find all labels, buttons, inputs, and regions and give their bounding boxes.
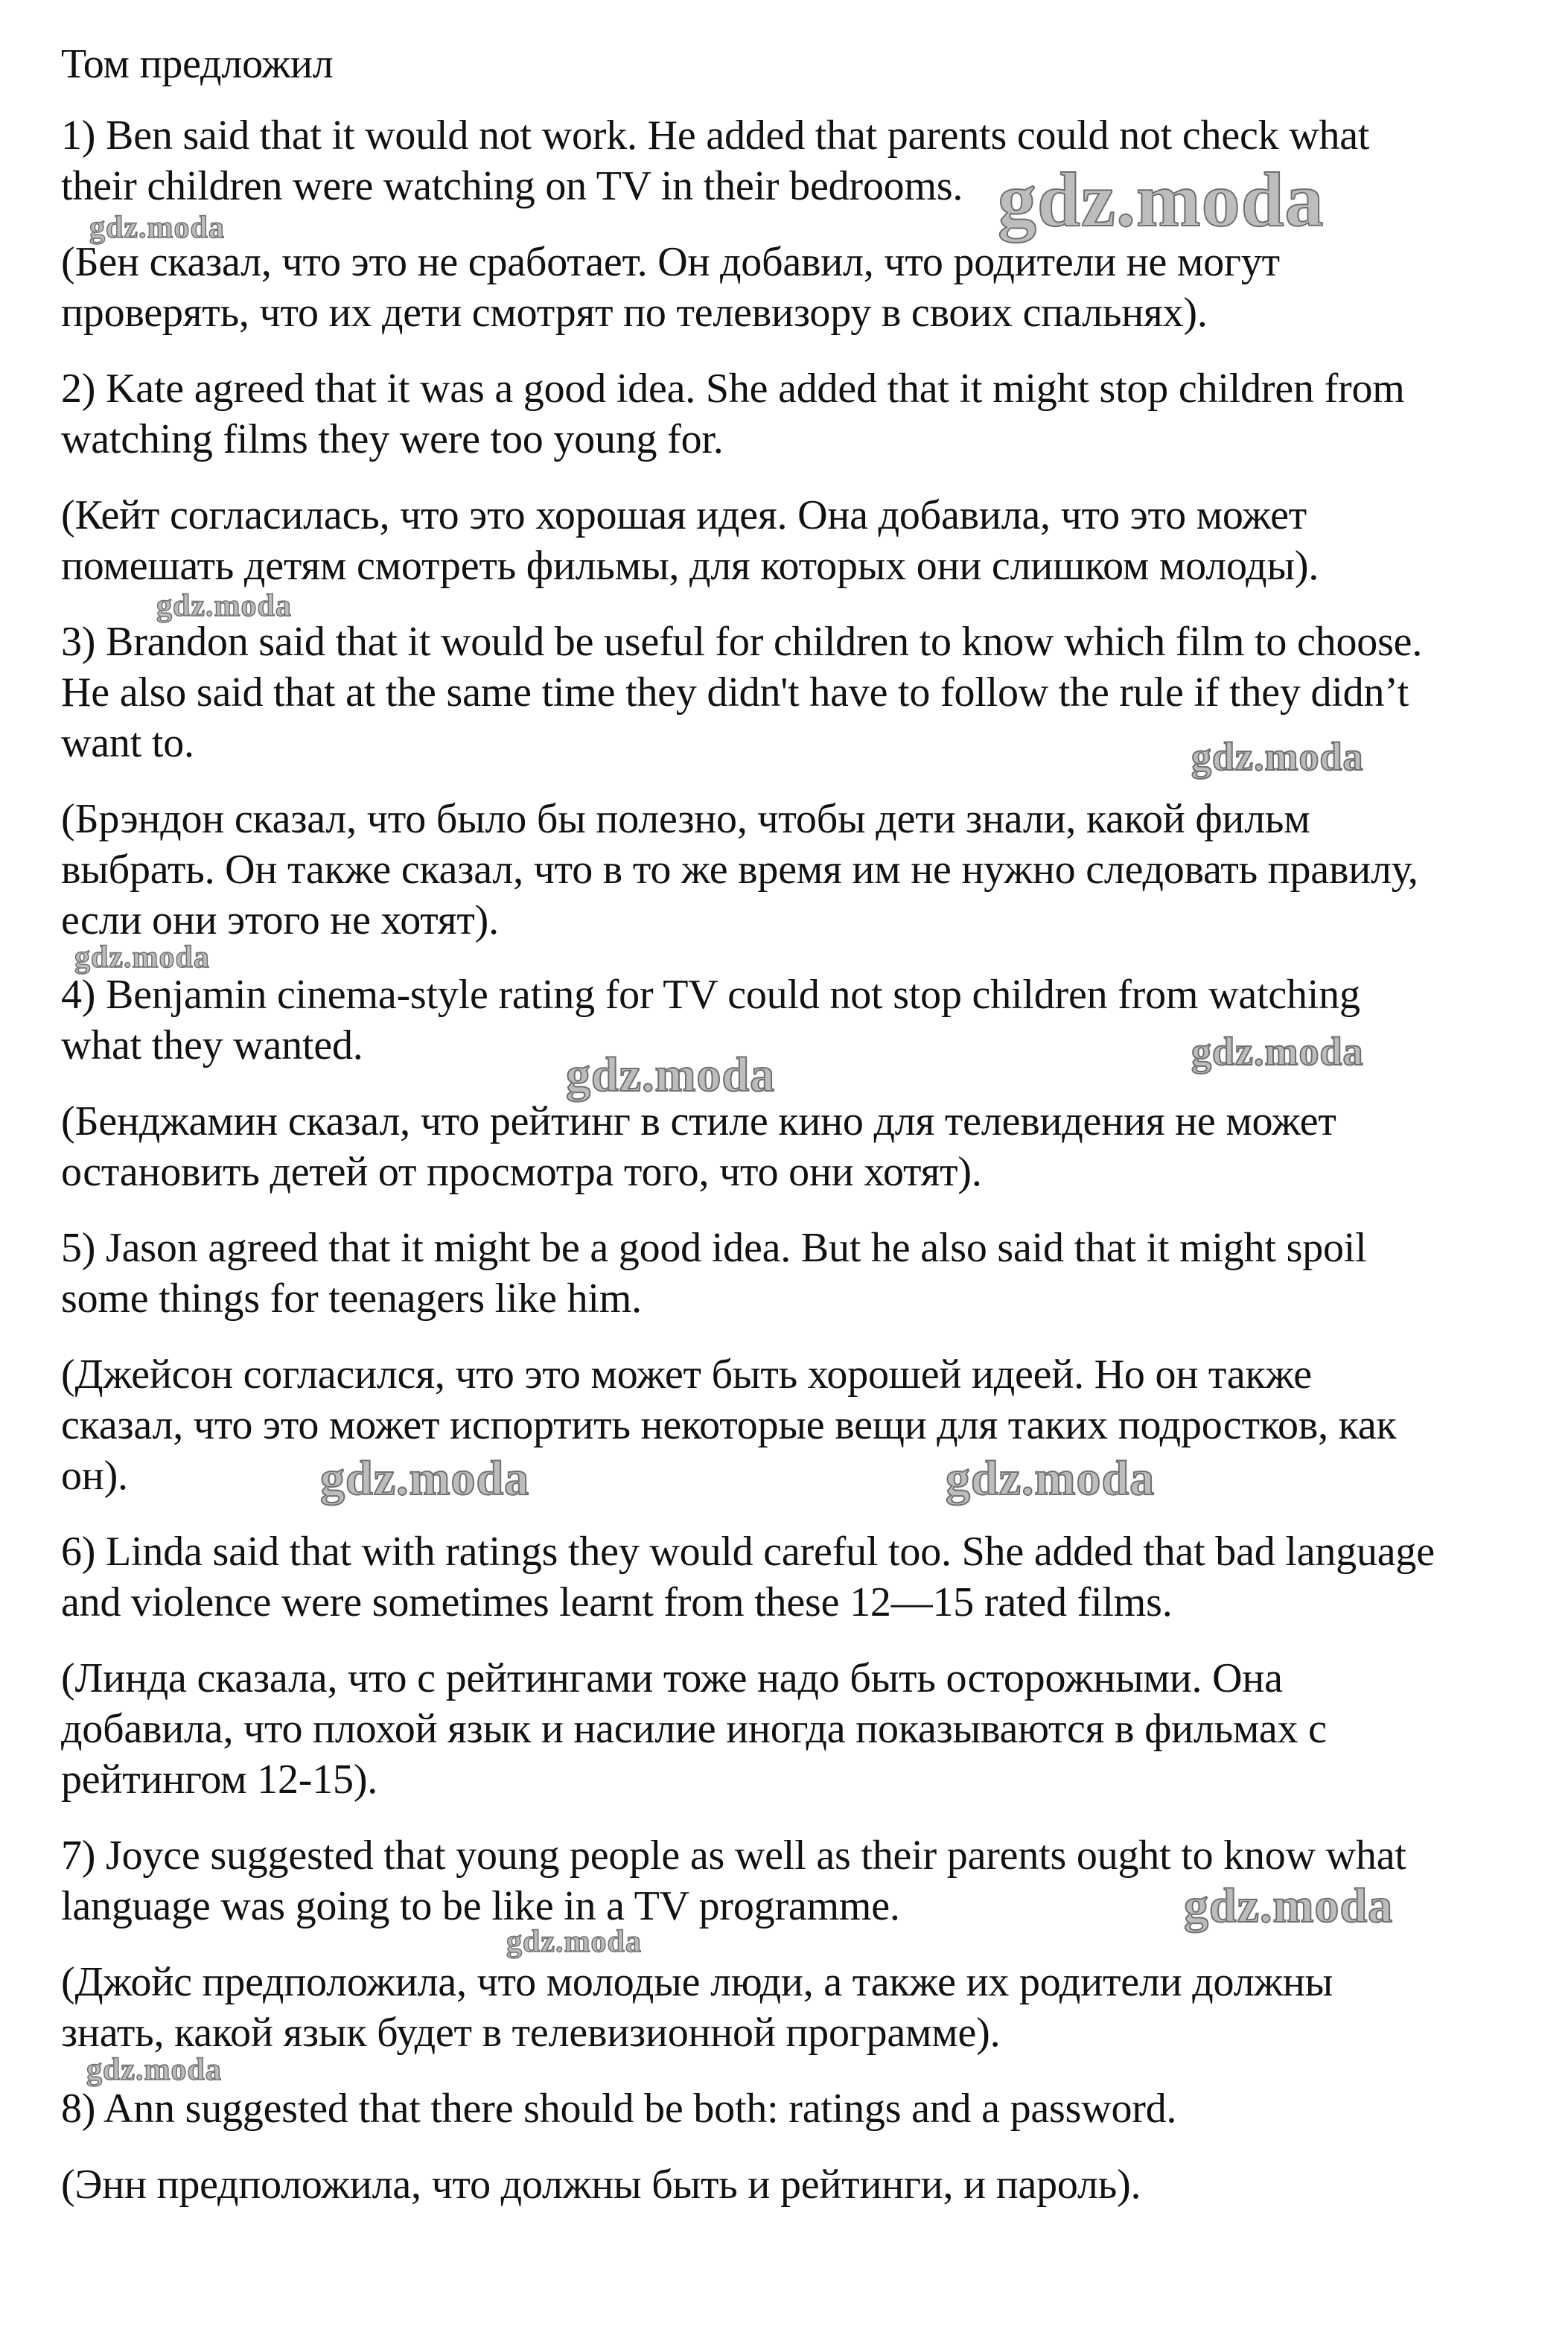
text-line: (Бен сказал, что это не сработает. Он добавил, что родители не могут: [61, 239, 1280, 285]
text-line: 7) Joyce suggested that young people as well as their parents ought to know what: [61, 1832, 1406, 1879]
text-line: 1) Ben said that it would not work. He added that parents could not check what: [61, 112, 1370, 159]
text-line: он).: [61, 1453, 128, 1499]
text-line: some things for teenagers like him.: [61, 1275, 642, 1322]
watermark: gdz.moda: [89, 211, 225, 245]
text-line: (Бенджамин сказал, что рейтинг в стиле кино для телевидения не может: [61, 1098, 1336, 1144]
text-line: выбрать. Он также сказал, что в то же время им не нужно следовать правилу,: [61, 847, 1418, 893]
watermark: gdz.moda: [946, 1451, 1156, 1506]
text-line: (Линда сказала, что с рейтингами тоже надо быть осторожными. Она: [61, 1655, 1283, 1701]
text-line: если они этого не хотят).: [61, 897, 499, 943]
text-line: 5) Jason agreed that it might be a good idea. But he also said that it might spoil: [61, 1225, 1367, 1271]
text-line: (Брэндон сказал, что было бы полезно, чтобы дети знали, какой фильм: [61, 796, 1310, 842]
text-line: 6) Linda said that with ratings they would careful too. She added that bad language: [61, 1529, 1435, 1575]
watermark: gdz.moda: [320, 1451, 530, 1506]
text-line: (Джойс предположила, что молодые люди, а также их родители должны: [61, 1959, 1333, 2005]
watermark: gdz.moda: [1191, 1029, 1364, 1074]
text-line: language was going to be like in a TV programme.: [61, 1883, 900, 1929]
page-heading: Том предложил: [61, 41, 334, 87]
watermark: gdz.moda: [1191, 734, 1364, 779]
text-line: помешать детям смотреть фильмы, для которых они слишком молоды).: [61, 543, 1319, 589]
text-line: (Кейт согласилась, что это хорошая идея. Она добавила, что это может: [61, 492, 1307, 538]
text-line: their children were watching on TV in their bedrooms.: [61, 163, 963, 209]
watermark: gdz.moda: [506, 1925, 642, 1959]
text-line: want to.: [61, 720, 194, 766]
text-line: 2) Kate agreed that it was a good idea. She added that it might stop children from: [61, 366, 1405, 412]
text-line: остановить детей от просмотра того, что они хотят).: [61, 1149, 982, 1195]
text-line: знать, какой язык будет в телевизионной программе).: [61, 2010, 1001, 2056]
text-line: and violence were sometimes learnt from these 12—15 rated films.: [61, 1579, 1173, 1625]
watermark: gdz.moda: [998, 157, 1325, 243]
watermark: gdz.moda: [566, 1048, 776, 1102]
text-line: 3) Brandon said that it would be useful for children to know which film to choose.: [61, 619, 1423, 665]
watermark: gdz.moda: [74, 940, 210, 975]
text-line: проверять, что их дети смотрят по телевизору в своих спальнях).: [61, 290, 1208, 336]
text-line: what they wanted.: [61, 1022, 363, 1068]
text-line: (Джейсон согласился, что это может быть хорошей идеей. Но он также: [61, 1351, 1312, 1398]
text-line: (Энн предположила, что должны быть и рейтинги, и пароль).: [61, 2162, 1141, 2208]
text-line: добавила, что плохой язык и насилие иногда показываются в фильмах с: [61, 1706, 1327, 1752]
text-line: He also said that at the same time they didn't have to follow the rule if they didn’t: [61, 669, 1409, 716]
text-line: 4) Benjamin cinema-style rating for TV could not stop children from watching: [61, 972, 1360, 1018]
text-line: сказал, что это может испортить некоторые вещи для таких подростков, как: [61, 1402, 1397, 1448]
text-line: рейтингом 12-15).: [61, 1756, 378, 1803]
text-line: 8) Ann suggested that there should be both: ratings and a password.: [61, 2086, 1177, 2132]
text-line: watching films they were too young for.: [61, 416, 724, 462]
watermark: gdz.moda: [1184, 1879, 1394, 1933]
watermark: gdz.moda: [86, 2053, 222, 2087]
watermark: gdz.moda: [156, 589, 292, 623]
